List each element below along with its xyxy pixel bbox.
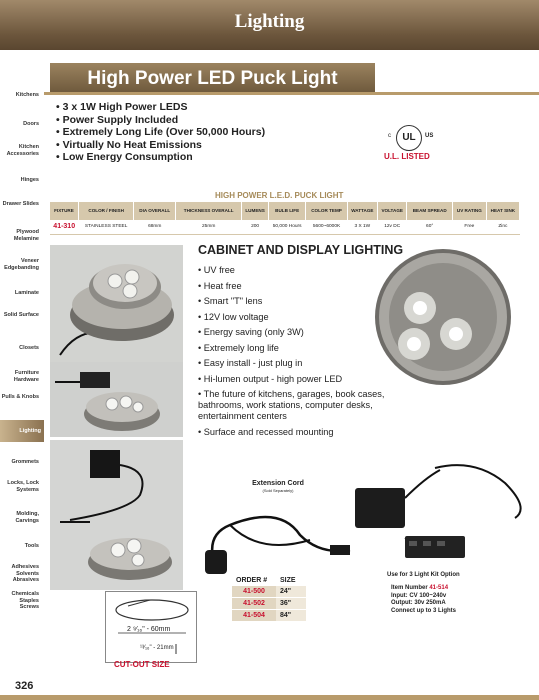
feature-item: • Power Supply Included	[56, 113, 179, 126]
title-underline	[44, 92, 539, 95]
feature-list	[56, 101, 265, 164]
sidebar-item-drawer-slides[interactable]: Drawer Slides	[2, 201, 39, 207]
extension-cord-photo	[200, 495, 360, 580]
list-item: • 12V low voltage	[198, 311, 269, 322]
item-number: 41-514	[429, 585, 449, 591]
sidebar-item-adhesives[interactable]: Adhesives Solvents Abrasives	[11, 564, 39, 583]
order-number: 41-504	[232, 610, 276, 622]
list-item: • Hi-lumen output - high power LED	[198, 373, 343, 384]
table-row	[50, 220, 520, 234]
spec-header: BEAM SPREAD	[407, 202, 453, 220]
list-item: • UV free	[198, 265, 235, 275]
sidebar-item-kitchens[interactable]: Kitchens	[15, 92, 39, 98]
cutout-depth: ¹³⁄₁₆" - 21mm	[140, 645, 174, 651]
table-row	[232, 586, 306, 598]
sidebar-item-closets[interactable]: Closets	[19, 345, 39, 351]
sidebar-item-locks[interactable]: Locks, Lock Systems	[7, 480, 39, 493]
product-title: High Power LED Puck Light	[87, 68, 338, 89]
page-header	[0, 0, 539, 50]
cabinet-title: CABINET AND DISPLAY LIGHTING	[198, 243, 404, 257]
spec-header: THICKNESS OVERALL	[176, 202, 242, 220]
order-size: 36"	[276, 598, 306, 610]
list-item: • Smart "T" lens	[198, 296, 263, 306]
cabinet-feature-list	[198, 263, 385, 441]
power-supply-info	[391, 585, 456, 615]
sidebar-item-pulls-knobs[interactable]: Pulls & Knobs	[1, 394, 39, 400]
sidebar-item-tools[interactable]: Tools	[24, 543, 39, 549]
spec-cell: 3 X 1W	[347, 220, 377, 234]
spec-header: UV RATING	[452, 202, 486, 220]
extension-cord-title: Extension Cord	[252, 480, 304, 487]
spec-cell: 200	[242, 220, 269, 234]
spec-header: HEAT SINK	[486, 202, 519, 220]
ul-c-mark: c	[388, 133, 391, 139]
output-spec: Output: 30v 250mA	[391, 600, 446, 606]
sidebar-item-solid-surface[interactable]: Solid Surface	[3, 312, 39, 318]
page-number: 326	[15, 680, 34, 692]
sidebar-item-kitchen-accessories[interactable]: Kitchen Accessories	[6, 144, 39, 157]
spec-cell: 68mm	[134, 220, 176, 234]
spec-cell: 5600~6000K	[306, 220, 347, 234]
spec-header: COLOR TEMP	[306, 202, 347, 220]
spec-cell-fixture: 41-310	[50, 220, 78, 234]
order-number: 41-500	[232, 586, 276, 598]
three-light-title: Use for 3 Light Kit Option	[387, 572, 460, 578]
list-item: • Heat free	[198, 280, 242, 291]
ul-listed-label: U.L. LISTED	[384, 152, 430, 161]
feature-item: • Low Energy Consumption	[56, 151, 193, 163]
list-item: • The future of kitchens, garages, book cases, bathrooms, work stations, computer desks, entertainment centers	[198, 389, 385, 421]
spec-cell: 60°	[407, 220, 453, 234]
sidebar-item-veneer[interactable]: Veneer Edgebanding	[4, 258, 39, 271]
spec-header: DIA OVERALL	[134, 202, 176, 220]
footer-rule	[0, 695, 539, 700]
list-item: • Extremely long life	[198, 342, 279, 353]
sidebar-item-grommets[interactable]: Grommets	[11, 459, 39, 465]
puck-light-kit-photo	[50, 440, 183, 590]
spec-header: LUMENS	[242, 202, 269, 220]
cutout-label: CUT-OUT SIZE	[114, 660, 170, 669]
connect-spec: Connect up to 3 Lights	[391, 607, 456, 614]
spec-cell: STAINLESS STEEL	[78, 220, 134, 234]
input-spec: Input: CV 100~240v	[391, 592, 447, 599]
spec-header: VOLTAGE	[378, 202, 407, 220]
sidebar-item-laminate[interactable]: Laminate	[14, 290, 39, 296]
order-number: 41-502	[232, 598, 276, 610]
order-header: ORDER #	[236, 577, 268, 584]
section-title: Lighting	[234, 11, 305, 32]
feature-item: • 3 x 1W High Power LEDS	[56, 101, 188, 113]
list-item: • Surface and recessed mounting	[198, 427, 334, 437]
order-table	[232, 576, 306, 621]
sidebar-item-furniture-hardware[interactable]: Furniture Hardware	[13, 370, 39, 383]
item-number-prefix: Item Number	[391, 585, 430, 591]
sidebar-item-doors[interactable]: Doors	[23, 121, 39, 127]
list-item: • Energy saving (only 3W)	[198, 327, 304, 337]
sidebar-item-plywood[interactable]: Plywood Melamine	[13, 229, 39, 242]
feature-item: • Virtually No Heat Emissions	[56, 138, 202, 151]
spec-header: WATTAGE	[347, 202, 377, 220]
puck-light-surface-photo	[50, 362, 183, 437]
sidebar-item-lighting[interactable]: Lighting	[0, 420, 44, 442]
order-size: 84"	[276, 610, 306, 622]
power-supply-photo	[345, 458, 535, 568]
feature-item: • Extremely Long Life (Over 50,000 Hours)	[56, 126, 266, 138]
table-row	[232, 598, 306, 610]
spec-cell: Free	[452, 220, 486, 234]
spec-cell: 50,000 Hours	[268, 220, 306, 234]
spec-cell: 25mm	[176, 220, 242, 234]
puck-light-recessed-photo	[50, 245, 183, 363]
ul-logo-icon: UL	[396, 125, 422, 151]
table-row	[232, 610, 306, 622]
spec-header: FIXTURE	[50, 202, 78, 220]
list-item: • Easy install - just plug in	[198, 358, 303, 368]
sidebar-item-molding[interactable]: Molding, Carvings	[15, 511, 39, 524]
cutout-width: 2 ⁹⁄₁₆" - 60mm	[127, 626, 171, 633]
spec-cell: Zinc	[486, 220, 519, 234]
extension-cord-subtitle: (Sold Separately)	[262, 488, 294, 493]
spec-table	[50, 202, 520, 235]
ul-us-mark: US	[425, 133, 434, 139]
sidebar-item-chemicals[interactable]: Chemicals Staples Screws	[11, 591, 39, 610]
spec-header: COLOR / FINISH	[78, 202, 134, 220]
order-header: SIZE	[280, 577, 296, 584]
product-title-bar	[50, 63, 375, 92]
spec-caption: HIGH POWER L.E.D. PUCK LIGHT	[215, 191, 344, 200]
spec-header: BULB LIFE	[268, 202, 306, 220]
puck-light-front-photo	[368, 238, 518, 396]
order-size: 24"	[276, 586, 306, 598]
sidebar	[0, 82, 44, 612]
sidebar-item-hinges[interactable]: Hinges	[20, 177, 39, 183]
spec-cell: 12v DC	[378, 220, 407, 234]
